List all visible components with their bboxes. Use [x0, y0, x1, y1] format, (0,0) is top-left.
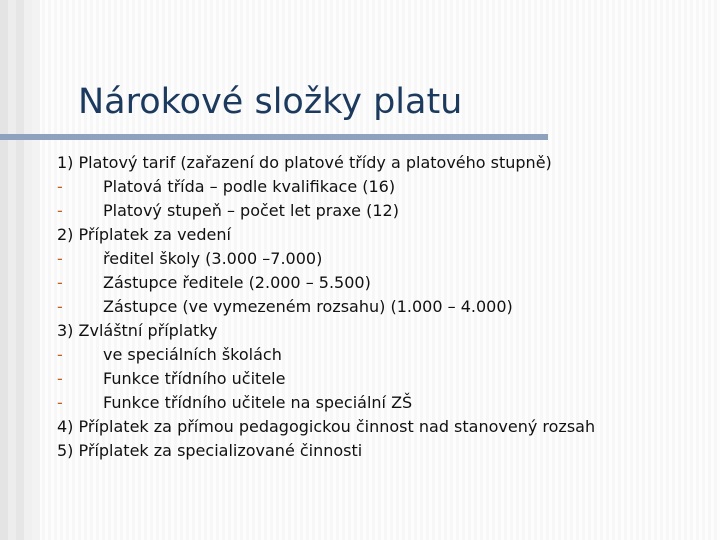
list-item-text: ředitel školy (3.000 –7.000)	[103, 249, 323, 268]
sub-list-item	[57, 247, 595, 271]
list-item-text: 3) Zvláštní příplatky	[57, 321, 218, 340]
list-item-text: Zástupce ředitele (2.000 – 5.500)	[103, 273, 371, 292]
list-item	[57, 223, 595, 247]
slide-title: Nárokové složky platu	[78, 82, 463, 122]
list-item-text: Platový stupeň – počet let praxe (12)	[103, 201, 399, 220]
sub-list-item	[57, 295, 595, 319]
list-item-text: ve speciálních školách	[103, 345, 282, 364]
sub-list-item	[57, 199, 595, 223]
sub-list-item	[57, 271, 595, 295]
list-item	[57, 439, 595, 463]
dash-bullet-icon: -	[57, 177, 63, 196]
list-item-text: 2) Příplatek za vedení	[57, 225, 231, 244]
list-item-text: 5) Příplatek za specializované činnosti	[57, 441, 363, 460]
sub-list-item	[57, 175, 595, 199]
list-item-text: Platová třída – podle kvalifikace (16)	[103, 177, 396, 196]
list-item	[57, 415, 595, 439]
list-item	[57, 319, 595, 343]
list-item-text: Funkce třídního učitele	[103, 369, 286, 388]
list-item-text: Funkce třídního učitele na speciální ZŠ	[103, 393, 413, 412]
sub-list-item	[57, 343, 595, 367]
list-item-text: 4) Příplatek za přímou pedagogickou činnost nad stanovený rozsah	[57, 417, 596, 436]
dash-bullet-icon: -	[57, 249, 63, 268]
dash-bullet-icon: -	[57, 345, 63, 364]
dash-bullet-icon: -	[57, 273, 63, 292]
dash-bullet-icon: -	[57, 393, 63, 412]
title-divider	[0, 134, 548, 140]
slide-body	[57, 151, 595, 463]
list-item-text: 1) Platový tarif (zařazení do platové třídy a platového stupně)	[57, 153, 552, 172]
sub-list-item	[57, 391, 595, 415]
list-item	[57, 151, 595, 175]
list-item-text: Zástupce (ve vymezeném rozsahu) (1.000 – 4.000)	[103, 297, 513, 316]
dash-bullet-icon: -	[57, 201, 63, 220]
sub-list-item	[57, 367, 595, 391]
dash-bullet-icon: -	[57, 369, 63, 388]
dash-bullet-icon: -	[57, 297, 63, 316]
